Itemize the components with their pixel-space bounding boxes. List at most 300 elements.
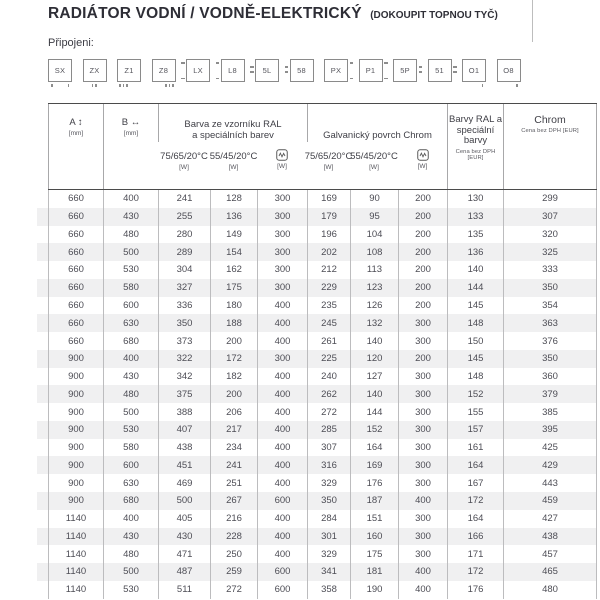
table-cell: 280 [158,226,210,244]
table-body [37,190,597,599]
table-cell: 400 [257,421,307,439]
table-cell: 95 [350,208,398,226]
table-cell: 140 [350,332,398,350]
table-cell: 284 [307,510,350,528]
table-cell: 300 [257,350,307,368]
table-cell: 329 [307,474,350,492]
table-cell: 360 [503,368,597,386]
table-cell: 200 [210,385,257,403]
table-cell: 400 [257,474,307,492]
row-stripe-bleed [37,403,48,421]
table-cell: 267 [210,492,257,510]
table-cell: 169 [350,456,398,474]
connection-icon-label: Z8 [158,66,169,75]
table-cell: 480 [103,226,158,244]
watt-unit-label: [W] [228,164,239,171]
table-cell: 400 [257,368,307,386]
table-cell: 200 [398,279,447,297]
table-cell: 530 [103,261,158,279]
temp-label: 55/45/20°C [350,151,398,162]
table-cell: 300 [398,314,447,332]
connection-icon-lx [186,59,210,82]
table-cell: 300 [257,261,307,279]
connection-icon-zx [83,59,107,82]
table-row [37,368,597,386]
table-cell: 300 [257,226,307,244]
watt-unit-label: [W] [179,164,189,171]
connection-icon-label: 51 [435,66,444,75]
table-cell: 429 [503,456,597,474]
table-cell: 161 [447,439,503,457]
table-cell: 145 [447,350,503,368]
table-cell: 202 [307,243,350,261]
table-cell: 500 [103,563,158,581]
table-cell: 127 [350,368,398,386]
connection-icon-o1 [462,59,486,82]
table-cell: 660 [48,332,103,350]
page-title [48,5,498,23]
table-cell: 320 [503,226,597,244]
table-cell: 400 [257,545,307,563]
electric-heater-icon [276,149,288,161]
table-cell: 376 [503,332,597,350]
row-stripe-bleed [37,456,48,474]
table-row [37,439,597,457]
table-cell: 400 [257,332,307,350]
table-row [37,492,597,510]
connection-icon-label: L8 [228,66,237,75]
table-cell: 241 [158,190,210,208]
table-cell: 300 [398,528,447,546]
table-cell: 152 [350,421,398,439]
table-cell: 400 [398,492,447,510]
table-cell: 405 [158,510,210,528]
row-stripe-bleed [37,510,48,528]
connection-icon-label: O8 [503,66,514,75]
connection-icon-o8 [497,59,521,82]
column-header-ral-temp-low [210,142,257,189]
table-cell: 261 [307,332,350,350]
table-cell: 175 [350,545,398,563]
table-cell: 900 [48,385,103,403]
table-cell: 300 [398,421,447,439]
table-cell: 300 [398,510,447,528]
scan-artifact-line [532,0,533,42]
table-row [37,474,597,492]
table-cell: 900 [48,456,103,474]
table-cell: 900 [48,439,103,457]
table-cell: 234 [210,439,257,457]
table-cell: 395 [503,421,597,439]
table-cell: 113 [350,261,398,279]
table-cell: 182 [210,368,257,386]
table-cell: 200 [398,190,447,208]
table-cell: 430 [103,368,158,386]
table-cell: 120 [350,350,398,368]
table-row [37,545,597,563]
table-row [37,314,597,332]
table-cell: 630 [103,474,158,492]
column-group-chrom-label: Galvanický povrch Chrom [323,129,432,141]
table-header [48,103,597,190]
column-group-ral-line2: a speciálních barev [192,129,274,141]
table-cell: 400 [103,350,158,368]
table-cell: 487 [158,563,210,581]
table-cell: 299 [503,190,597,208]
table-cell: 900 [48,474,103,492]
price-chrom-label: Chrom [534,114,566,126]
connection-icon-5l [255,59,279,82]
row-stripe-bleed [37,279,48,297]
connection-icon-label: LX [193,66,203,75]
table-cell: 188 [210,314,257,332]
table-cell: 272 [307,403,350,421]
table-cell: 172 [210,350,257,368]
table-cell: 350 [307,492,350,510]
column-header-height [48,104,103,189]
table-cell: 304 [158,261,210,279]
table-cell: 200 [398,261,447,279]
table-cell: 228 [210,528,257,546]
connection-icon-label: Z1 [124,66,134,75]
table-cell: 300 [398,385,447,403]
table-cell: 172 [447,492,503,510]
table-cell: 200 [398,350,447,368]
table-cell: 900 [48,350,103,368]
table-cell: 600 [257,492,307,510]
connection-icon-label: PX [330,66,342,75]
table-cell: 285 [307,421,350,439]
table-cell: 262 [307,385,350,403]
table-cell: 164 [447,510,503,528]
table-cell: 900 [48,368,103,386]
table-cell: 333 [503,261,597,279]
column-header-width-label: B ↔ [121,117,141,128]
table-cell: 200 [398,226,447,244]
table-cell: 289 [158,243,210,261]
table-cell: 680 [103,332,158,350]
table-cell: 300 [257,243,307,261]
table-cell: 179 [307,208,350,226]
table-cell: 600 [257,563,307,581]
table-cell: 155 [447,403,503,421]
connection-icon-label: ZX [89,66,100,75]
price-ral-line2: speciální barvy [456,124,495,146]
column-header-price-chrom [503,104,597,189]
table-cell: 438 [158,439,210,457]
table-cell: 307 [503,208,597,226]
table-cell: 316 [307,456,350,474]
table-cell: 480 [503,581,597,599]
table-cell: 167 [447,474,503,492]
row-stripe-bleed [37,332,48,350]
table-cell: 680 [103,492,158,510]
table-cell: 241 [210,456,257,474]
table-row [37,226,597,244]
table-row [37,190,597,208]
table-cell: 169 [307,190,350,208]
row-stripe-bleed [37,226,48,244]
connection-icon-label: P1 [365,66,376,75]
table-cell: 1140 [48,581,103,599]
table-cell: 300 [257,279,307,297]
table-row [37,332,597,350]
connection-icon-p1 [359,59,383,82]
table-row [37,563,597,581]
table-cell: 216 [210,510,257,528]
table-cell: 660 [48,226,103,244]
table-cell: 152 [447,385,503,403]
table-row [37,297,597,315]
table-cell: 212 [307,261,350,279]
table-cell: 430 [103,528,158,546]
row-stripe-bleed [37,581,48,599]
table-cell: 660 [48,190,103,208]
connection-icon-58 [290,59,314,82]
connections-label: Připojeni: [48,37,94,49]
table-cell: 443 [503,474,597,492]
price-note: Cena bez DPH [EUR] [455,148,496,161]
row-stripe-bleed [37,563,48,581]
table-cell: 123 [350,279,398,297]
table-row [37,350,597,368]
table-cell: 469 [158,474,210,492]
table-cell: 480 [103,545,158,563]
table-cell: 480 [103,385,158,403]
temp-label: 55/45/20°C [209,151,258,162]
table-cell: 407 [158,421,210,439]
table-cell: 104 [350,226,398,244]
row-stripe-bleed [37,439,48,457]
table-cell: 301 [307,528,350,546]
row-stripe-bleed [37,350,48,368]
table-cell: 200 [398,243,447,261]
table-cell: 157 [447,421,503,439]
radiator-spec-table [37,103,597,599]
table-cell: 1140 [48,545,103,563]
table-cell: 438 [503,528,597,546]
page-title-text: RADIÁTOR VODNÍ / VODNĚ-ELEKTRICKÝ [48,5,362,22]
connection-icon-z1 [117,59,141,82]
table-cell: 660 [48,314,103,332]
table-cell: 1140 [48,563,103,581]
table-row [37,243,597,261]
table-cell: 307 [307,439,350,457]
table-cell: 300 [257,190,307,208]
table-cell: 400 [257,510,307,528]
page-title-suffix: (DOKOUPIT TOPNOU TYČ) [370,10,498,21]
table-cell: 150 [447,332,503,350]
table-row [37,403,597,421]
table-cell: 300 [257,208,307,226]
table-cell: 126 [350,297,398,315]
row-stripe-bleed [37,261,48,279]
connection-icon-label: SX [54,66,66,75]
table-row [37,261,597,279]
table-cell: 400 [257,297,307,315]
column-header-height-unit: [mm] [68,130,84,137]
table-cell: 108 [350,243,398,261]
table-cell: 145 [447,297,503,315]
table-cell: 1140 [48,510,103,528]
table-cell: 151 [350,510,398,528]
table-cell: 336 [158,297,210,315]
table-cell: 245 [307,314,350,332]
table-cell: 400 [257,314,307,332]
row-stripe-bleed [37,421,48,439]
table-cell: 322 [158,350,210,368]
table-cell: 144 [447,279,503,297]
watt-unit-label: [W] [417,163,428,170]
row-stripe-bleed [37,545,48,563]
table-cell: 400 [398,581,447,599]
table-cell: 600 [103,456,158,474]
table-cell: 133 [447,208,503,226]
table-cell: 300 [398,456,447,474]
table-cell: 341 [307,563,350,581]
table-cell: 149 [210,226,257,244]
table-row [37,421,597,439]
table-cell: 459 [503,492,597,510]
table-cell: 530 [103,421,158,439]
table-cell: 181 [350,563,398,581]
column-header-width-unit: [mm] [123,130,139,137]
row-stripe-bleed [37,492,48,510]
price-note: Cena bez DPH [EUR] [521,127,579,134]
table-cell: 90 [350,190,398,208]
connection-icon-51 [428,59,452,82]
connection-icon-label: 5L [262,66,272,75]
table-cell: 255 [158,208,210,226]
table-cell: 327 [158,279,210,297]
table-cell: 580 [103,279,158,297]
table-cell: 329 [307,545,350,563]
table-cell: 180 [210,297,257,315]
table-cell: 530 [103,581,158,599]
table-cell: 206 [210,403,257,421]
watt-unit-label: [W] [369,164,379,171]
table-row [37,528,597,546]
table-row [37,279,597,297]
column-group-chrom [307,104,447,142]
table-cell: 200 [210,332,257,350]
table-cell: 176 [447,581,503,599]
table-cell: 375 [158,385,210,403]
table-cell: 136 [210,208,257,226]
table-cell: 235 [307,297,350,315]
connection-icon-label: O1 [468,66,480,75]
table-cell: 660 [48,261,103,279]
column-group-ral-line1: Barva ze vzorníku RAL [184,119,282,130]
table-cell: 465 [503,563,597,581]
table-cell: 500 [103,243,158,261]
table-cell: 425 [503,439,597,457]
table-cell: 240 [307,368,350,386]
table-row [37,385,597,403]
row-stripe-bleed [37,190,48,208]
column-header-chrom-temp-high [304,142,353,189]
table-cell: 172 [447,563,503,581]
table-cell: 175 [210,279,257,297]
table-cell: 400 [257,528,307,546]
table-cell: 660 [48,208,103,226]
table-cell: 511 [158,581,210,599]
table-cell: 164 [447,456,503,474]
table-cell: 148 [447,314,503,332]
table-cell: 400 [257,385,307,403]
table-cell: 457 [503,545,597,563]
row-stripe-bleed [37,297,48,315]
table-cell: 300 [398,545,447,563]
table-cell: 427 [503,510,597,528]
row-stripe-bleed [37,208,48,226]
table-cell: 388 [158,403,210,421]
table-cell: 200 [398,208,447,226]
table-cell: 251 [210,474,257,492]
table-cell: 259 [210,563,257,581]
column-header-height-label: A ↕ [69,117,83,128]
table-cell: 400 [398,563,447,581]
table-cell: 900 [48,421,103,439]
table-row [37,208,597,226]
table-cell: 132 [350,314,398,332]
table-cell: 140 [447,261,503,279]
row-stripe-bleed [37,474,48,492]
table-cell: 190 [350,581,398,599]
table-cell: 176 [350,474,398,492]
connection-icon-label: 58 [297,66,306,75]
table-cell: 225 [307,350,350,368]
table-cell: 128 [210,190,257,208]
table-cell: 400 [257,456,307,474]
table-row [37,581,597,599]
table-cell: 400 [103,510,158,528]
column-header-width [103,104,158,189]
electric-heater-icon [417,149,429,161]
table-cell: 400 [103,190,158,208]
connection-icon-l8 [221,59,245,82]
table-cell: 166 [447,528,503,546]
table-cell: 900 [48,492,103,510]
table-cell: 1140 [48,528,103,546]
table-cell: 300 [398,439,447,457]
table-cell: 140 [350,385,398,403]
table-cell: 217 [210,421,257,439]
table-cell: 136 [447,243,503,261]
table-cell: 500 [103,403,158,421]
column-header-chrom-electric [398,142,447,189]
table-cell: 300 [398,474,447,492]
table-cell: 580 [103,439,158,457]
row-stripe-bleed [37,368,48,386]
watt-unit-label: [W] [277,163,287,170]
table-cell: 160 [350,528,398,546]
table-cell: 373 [158,332,210,350]
table-cell: 630 [103,314,158,332]
table-cell: 196 [307,226,350,244]
column-header-ral-electric [257,142,307,189]
table-cell: 358 [307,581,350,599]
connection-icon-label: 5P [400,66,410,75]
temp-label: 75/65/20°C [160,151,208,162]
table-cell: 400 [257,439,307,457]
table-cell: 250 [210,545,257,563]
table-cell: 200 [398,297,447,315]
connection-icons-row [48,59,521,82]
table-cell: 451 [158,456,210,474]
row-stripe-bleed [37,314,48,332]
table-cell: 187 [350,492,398,510]
